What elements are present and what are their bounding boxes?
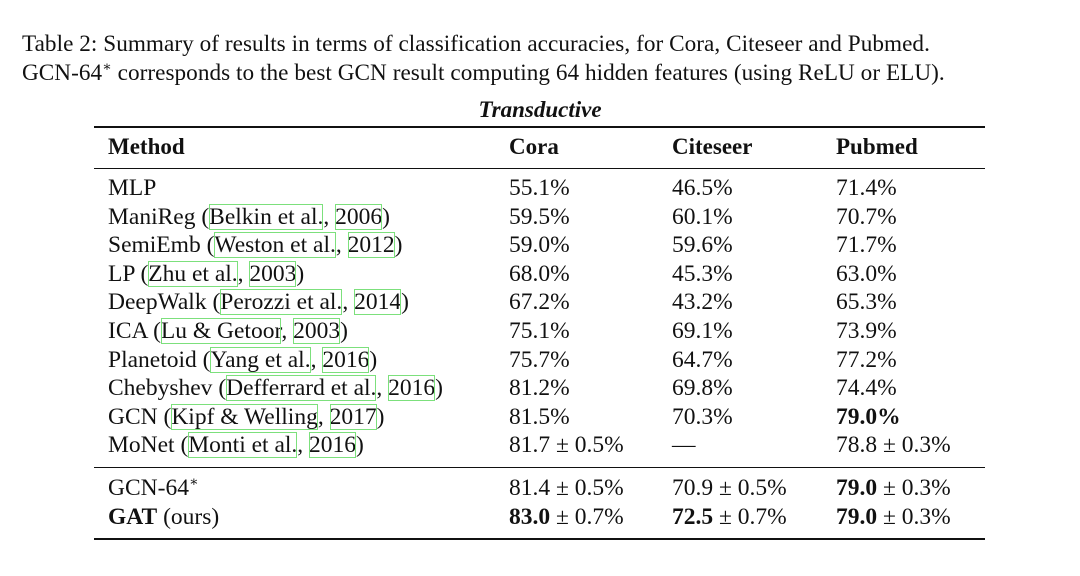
method-name: Planetoid — [108, 346, 197, 373]
citation-year-link[interactable]: 2016 — [322, 346, 370, 373]
pubmed-std: ± 0.3% — [877, 504, 951, 530]
pubmed-cell: 65.3% — [836, 289, 897, 316]
table-row — [0, 260, 1080, 289]
citeseer-cell: 69.1% — [672, 318, 733, 344]
pubmed-cell: 63.0% — [836, 260, 897, 287]
method-cell: Planetoid (Yang et al., 2016) — [108, 346, 378, 373]
table-row — [0, 288, 1080, 317]
citeseer-cell: 43.2% — [672, 289, 733, 316]
citeseer-cell: 64.7% — [672, 346, 733, 373]
table-row — [0, 317, 1080, 346]
table-row — [0, 346, 1080, 375]
pubmed-cell: 74.4% — [836, 375, 897, 402]
table-row — [0, 231, 1080, 260]
citation-year-link[interactable]: 2012 — [347, 232, 395, 259]
caption-line-2-rest: corresponds to the best GCN result computing 64 hidden features (using ReLU or ELU). — [111, 60, 945, 86]
citation-year-link[interactable]: 2017 — [329, 403, 377, 430]
pubmed-std: ± 0.3% — [877, 475, 951, 501]
citeseer-cell: 70.3% — [672, 403, 733, 430]
citation-authors-link[interactable]: Belkin et al. — [209, 203, 324, 230]
citeseer-std: ± 0.7% — [713, 504, 787, 530]
citation-authors-link[interactable]: Weston et al. — [214, 232, 336, 259]
cora-cell: 75.1% — [509, 318, 570, 344]
caption-gcn64-term: GCN-64 — [22, 60, 103, 86]
table-bottom-rule — [94, 538, 985, 540]
method-cell: Chebyshev (Defferrard et al., 2016) — [108, 375, 443, 402]
pubmed-best-value: 79.0 — [836, 475, 878, 501]
cora-cell: 81.5% — [509, 403, 570, 430]
table-row — [0, 203, 1080, 232]
method-cell: DeepWalk (Perozzi et al., 2014) — [108, 289, 409, 316]
pubmed-cell: 71.4% — [836, 175, 897, 201]
cora-cell: 59.5% — [509, 203, 570, 230]
citation-authors-link[interactable]: Lu & Getoor — [160, 318, 282, 344]
table-header-rule — [94, 168, 985, 169]
citation-authors-link[interactable]: Defferrard et al. — [226, 375, 377, 402]
pubmed-cell: 70.7% — [836, 203, 897, 230]
citation-authors-link[interactable]: Zhu et al. — [148, 260, 238, 287]
caption-line-2 — [22, 59, 1062, 88]
table-top-rule — [94, 126, 985, 128]
citeseer-cell: — — [672, 432, 696, 459]
citeseer-cell: 69.8% — [672, 375, 733, 402]
cora-cell: 59.0% — [509, 232, 570, 259]
citation-authors-link[interactable]: Monti et al. — [188, 432, 298, 459]
caption-line-1: Table 2: Summary of results in terms of classification accuracies, for Cora, Citeseer and Pubmed. — [22, 31, 930, 57]
cora-cell: 68.0% — [509, 260, 570, 287]
method-name: Chebyshev — [108, 375, 213, 402]
citation-year-link[interactable]: 2006 — [335, 203, 383, 230]
method-name: GCN-64 — [108, 475, 189, 501]
pubmed-best-value: 79.0 — [836, 504, 878, 530]
citation-authors-link[interactable]: Yang et al. — [210, 346, 311, 373]
citation-year-link[interactable]: 2016 — [388, 375, 436, 402]
method-name: GCN — [108, 403, 158, 430]
cora-cell: 67.2% — [509, 289, 570, 316]
method-cell — [108, 174, 156, 203]
table-row — [0, 431, 1080, 460]
citation-year-link[interactable]: 2003 — [293, 318, 341, 344]
citeseer-cell: 59.6% — [672, 232, 733, 259]
method-name: DeepWalk — [108, 289, 207, 316]
header-cora: Cora — [509, 134, 559, 159]
method-cell — [108, 474, 198, 503]
pubmed-cell: 73.9% — [836, 318, 897, 344]
method-name: SemiEmb — [108, 232, 201, 259]
table-mid-rule — [94, 467, 985, 468]
header-pubmed: Pubmed — [836, 134, 918, 159]
method-name: MLP — [108, 175, 157, 201]
pubmed-cell — [836, 503, 951, 532]
citation-year-link[interactable]: 2003 — [249, 260, 297, 287]
table-row-gat — [0, 503, 1080, 532]
pubmed-cell: 71.7% — [836, 232, 897, 259]
method-suffix: (ours) — [157, 504, 220, 530]
method-cell: ICA (Lu & Getoor, 2003) — [108, 318, 348, 344]
method-cell: LP (Zhu et al., 2003) — [108, 260, 305, 287]
method-asterisk: ∗ — [188, 475, 199, 490]
method-cell: SemiEmb (Weston et al., 2012) — [108, 232, 403, 259]
method-cell: ManiReg (Belkin et al., 2006) — [108, 203, 390, 230]
pubmed-cell: 77.2% — [836, 346, 897, 373]
table-row — [0, 174, 1080, 203]
header-citeseer: Citeseer — [672, 134, 753, 159]
table-caption — [22, 30, 1062, 88]
citation-authors-link[interactable]: Perozzi et al. — [220, 289, 343, 316]
citeseer-cell: 70.9 ± 0.5% — [672, 475, 787, 501]
pubmed-cell: 79.0% — [836, 403, 901, 430]
table-subtitle: Transductive — [478, 97, 602, 122]
citeseer-cell — [672, 503, 787, 532]
table-row — [0, 374, 1080, 403]
method-cell — [108, 503, 219, 532]
citation-authors-link[interactable]: Kipf & Welling — [171, 403, 318, 430]
method-name: ICA — [108, 318, 148, 344]
table-row-gcn64 — [0, 474, 1080, 503]
citeseer-cell: 46.5% — [672, 175, 733, 201]
citeseer-cell: 45.3% — [672, 260, 733, 287]
citation-year-link[interactable]: 2014 — [354, 289, 402, 316]
cora-cell — [509, 503, 624, 532]
method-name: MoNet — [108, 432, 175, 459]
header-method: Method — [108, 134, 185, 159]
cora-cell: 81.4 ± 0.5% — [509, 475, 624, 501]
citeseer-best-value: 72.5 — [672, 504, 714, 530]
method-name: ManiReg — [108, 203, 196, 230]
method-cell: MoNet (Monti et al., 2016) — [108, 432, 364, 459]
table-row — [0, 403, 1080, 432]
cora-cell: 55.1% — [509, 175, 570, 201]
caption-asterisk: ∗ — [102, 60, 112, 75]
method-cell: GCN (Kipf & Welling, 2017) — [108, 403, 385, 430]
method-name: LP — [108, 260, 135, 287]
cora-std: ± 0.7% — [550, 504, 624, 530]
cora-cell: 81.2% — [509, 375, 570, 402]
cora-cell: 75.7% — [509, 346, 570, 373]
citation-year-link[interactable]: 2016 — [309, 432, 357, 459]
citeseer-cell: 60.1% — [672, 203, 733, 230]
method-name: GAT — [108, 504, 158, 530]
cora-best-value: 83.0 — [509, 504, 551, 530]
pubmed-cell — [836, 474, 951, 503]
cora-cell: 81.7 ± 0.5% — [509, 432, 624, 459]
pubmed-cell: 78.8 ± 0.3% — [836, 432, 951, 459]
